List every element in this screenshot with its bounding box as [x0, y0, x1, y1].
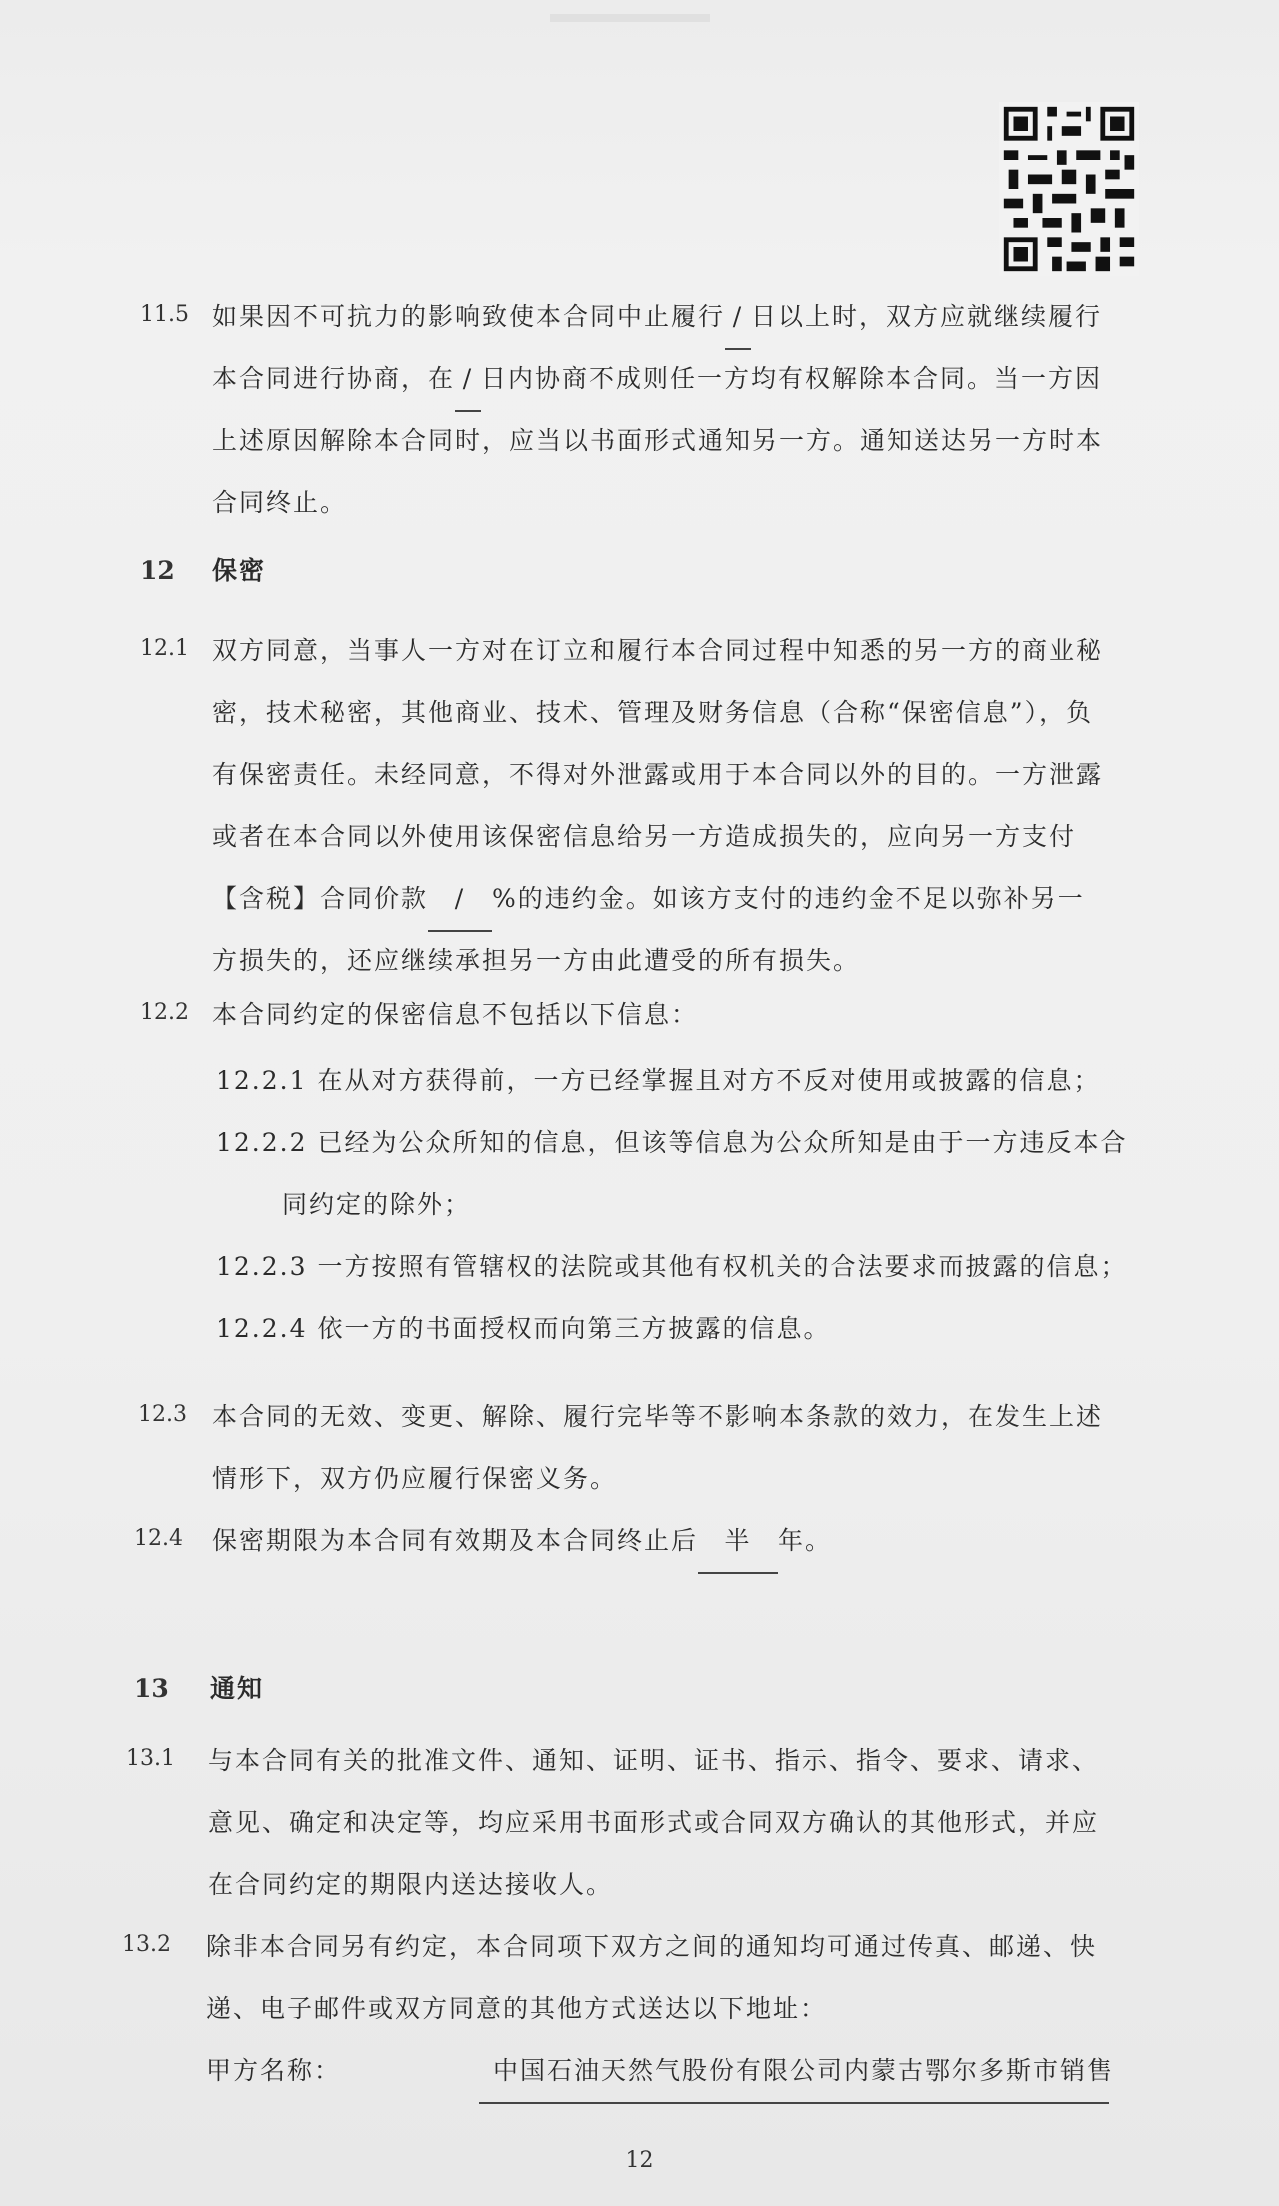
clause-text: 除非本合同另有约定，本合同项下双方之间的通知均可通过传真、邮递、快	[206, 1932, 1098, 1961]
clause-number: 11.5	[140, 302, 189, 327]
page-number: 12	[625, 2148, 654, 2173]
blank-field: /	[455, 348, 481, 412]
clause-text: 本合同约定的保密信息不包括以下信息：	[212, 1000, 699, 1029]
clause-text: 有保密责任。未经同意，不得对外泄露或用于本合同以外的目的。一方泄露	[212, 760, 1104, 789]
clause-text: 递、电子邮件或双方同意的其他方式送达以下地址：	[206, 1994, 828, 2023]
clause-text: 与本合同有关的批准文件、通知、证明、证书、指示、指令、要求、请求、	[208, 1746, 1100, 1775]
clause-text: 本合同的无效、变更、解除、履行完毕等不影响本条款的效力，在发生上述	[212, 1402, 1104, 1431]
clause-text: 日内协商不成则任一方均有权解除本合同。当一方因	[481, 364, 1103, 393]
clause-number: 12.2	[140, 1000, 189, 1025]
clause-text: 如果因不可抗力的影响致使本合同中止履行	[212, 302, 726, 331]
sub-item: 12.2.4 依一方的书面授权而向第三方披露的信息。	[216, 1314, 831, 1343]
clause-text: 年。	[778, 1526, 833, 1555]
sub-item: 同约定的除外；	[282, 1190, 472, 1219]
clause-text: %的违约金。如该方支付的违约金不足以弥补另一	[492, 884, 1085, 913]
clause-text: 在合同约定的期限内送达接收人。	[208, 1870, 614, 1899]
clause-number: 12.3	[138, 1402, 187, 1427]
clause-text: 方损失的，还应继续承担另一方由此遭受的所有损失。	[212, 946, 861, 975]
clause-text: 合同终止。	[212, 488, 348, 517]
blank-field: /	[428, 868, 492, 932]
party-a-label: 甲方名称：	[206, 2056, 342, 2085]
clause-text: 双方同意，当事人一方对在订立和履行本合同过程中知悉的另一方的商业秘	[212, 636, 1104, 665]
clause-number: 12.1	[140, 636, 189, 661]
clause-number: 12.4	[134, 1526, 183, 1551]
clause-12-1	[212, 620, 1142, 992]
clause-12-2-items	[216, 1050, 1146, 1360]
clause-12-3	[212, 1386, 1142, 1510]
clause-11-5	[212, 286, 1142, 534]
blank-field: 半	[698, 1510, 778, 1574]
clause-13-1	[208, 1730, 1138, 1916]
scan-top-mark	[550, 14, 710, 22]
clause-text: 日以上时，双方应就继续履行	[751, 302, 1103, 331]
clause-number: 13.1	[126, 1746, 175, 1771]
party-a-name: 中国石油天然气股份有限公司内蒙古鄂尔多斯市销售	[479, 2040, 1109, 2104]
clause-text: 本合同进行协商，在	[212, 364, 456, 393]
clause-text: 保密期限为本合同有效期及本合同终止后	[212, 1526, 699, 1555]
sub-item: 12.2.3 一方按照有管辖权的法院或其他有权机关的合法要求而披露的信息；	[216, 1252, 1128, 1281]
section-title: 通知	[210, 1674, 265, 1703]
section-title: 保密	[212, 556, 267, 585]
sub-item: 12.2.1 在从对方获得前，一方已经掌握且对方不反对使用或披露的信息；	[216, 1066, 1101, 1095]
clause-13-2	[206, 1916, 1136, 2102]
section-number: 13	[134, 1674, 169, 1703]
qr-code-icon	[999, 102, 1139, 276]
clause-text: 密，技术秘密，其他商业、技术、管理及财务信息（合称“保密信息”），负	[212, 698, 1094, 727]
clause-text: 意见、确定和决定等，均应采用书面形式或合同双方确认的其他形式，并应	[208, 1808, 1100, 1837]
section-number: 12	[140, 556, 175, 585]
clause-text: 或者在本合同以外使用该保密信息给另一方造成损失的，应向另一方支付	[212, 822, 1077, 851]
clause-text: 上述原因解除本合同时，应当以书面形式通知另一方。通知送达另一方时本	[212, 426, 1104, 455]
clause-text: 【含税】合同价款	[212, 884, 429, 913]
sub-item: 12.2.2 已经为公众所知的信息，但该等信息为公众所知是由于一方违反本合	[216, 1128, 1128, 1157]
clause-number: 13.2	[122, 1932, 171, 1957]
blank-field: /	[725, 286, 751, 350]
clause-12-2	[212, 984, 1142, 1046]
clause-12-4	[212, 1510, 1142, 1572]
clause-text: 情形下，双方仍应履行保密义务。	[212, 1464, 618, 1493]
